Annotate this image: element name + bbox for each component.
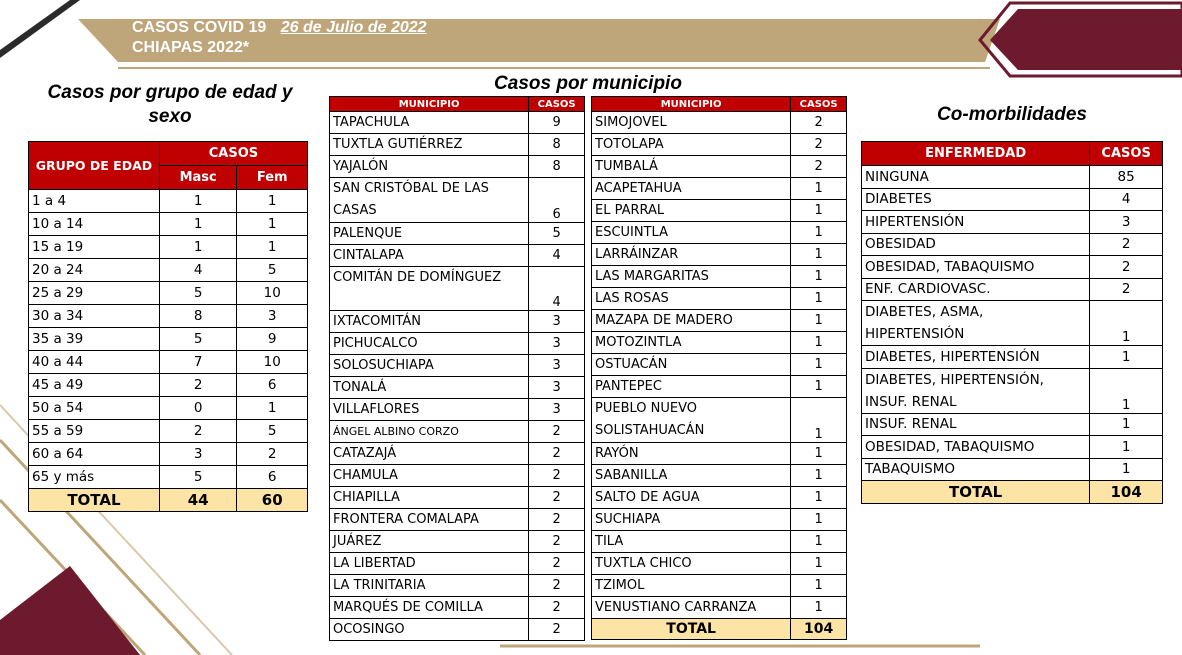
- municipio-name-cell: PANTEPEC: [592, 376, 791, 398]
- age-row: [29, 236, 308, 259]
- municipio-cases-cell: 1: [791, 398, 847, 443]
- municipio-cases-cell: 2: [529, 487, 585, 509]
- morbidity-total-row: [862, 481, 1163, 504]
- morbidity-table: [861, 141, 1163, 504]
- morbidity-cases-cell: 1: [1090, 301, 1163, 346]
- masc-cell: 8: [159, 305, 237, 328]
- muni2-col-casos: CASOS: [791, 97, 847, 112]
- age-row: [29, 190, 308, 213]
- municipio-row: [330, 531, 585, 553]
- fem-cell: 1: [237, 213, 308, 236]
- header: [132, 18, 427, 58]
- municipio-cases-cell: 2: [529, 531, 585, 553]
- municipio-name-cell: COMITÁN DE DOMÍNGUEZ: [330, 267, 529, 311]
- corner-triangle: [0, 566, 140, 655]
- municipio-row: [330, 178, 585, 223]
- morbidity-cases-cell: 1: [1090, 458, 1163, 481]
- morbidity-row: [862, 458, 1163, 481]
- municipio-row: [592, 575, 847, 597]
- municipio-table-1: [329, 96, 585, 641]
- age-group-cell: 65 y más: [29, 466, 160, 489]
- municipio-row: [592, 288, 847, 310]
- municipio-name-cell: JUÁREZ: [330, 531, 529, 553]
- municipio-row: [592, 112, 847, 134]
- municipio-name-cell: TUXTLA CHICO: [592, 553, 791, 575]
- municipio-name-cell: SAN CRISTÓBAL DE LAS CASAS: [330, 178, 529, 223]
- municipio-name-cell: SALTO DE AGUA: [592, 487, 791, 509]
- municipio-row: [330, 355, 585, 377]
- header-date: 26 de Julio de 2022: [280, 19, 427, 36]
- enfermedad-cell: OBESIDAD: [862, 233, 1090, 256]
- municipio-cases-cell: 2: [529, 421, 585, 443]
- municipio-name-cell: TUXTLA GUTIÉRREZ: [330, 134, 529, 156]
- municipio-cases-cell: 2: [529, 509, 585, 531]
- morbidity-total-value: 104: [1090, 481, 1163, 504]
- fem-cell: 1: [237, 190, 308, 213]
- municipio-cases-cell: 2: [529, 553, 585, 575]
- masc-cell: 5: [159, 328, 237, 351]
- municipio-cases-cell: 8: [529, 134, 585, 156]
- municipio-name-cell: TAPACHULA: [330, 112, 529, 134]
- municipio-section-title: Casos por municipio: [494, 73, 682, 94]
- municipio-row: [592, 134, 847, 156]
- age-group-cell: 1 a 4: [29, 190, 160, 213]
- municipio-name-cell: SUCHIAPA: [592, 509, 791, 531]
- age-group-cell: 25 a 29: [29, 282, 160, 305]
- age-group-cell: 10 a 14: [29, 213, 160, 236]
- municipio-cases-cell: 1: [791, 178, 847, 200]
- municipio-row: [330, 465, 585, 487]
- municipio-name-cell: TONALÁ: [330, 377, 529, 399]
- age-row: [29, 282, 308, 305]
- morbidity-row: [862, 211, 1163, 234]
- municipio-name-cell: EL PARRAL: [592, 200, 791, 222]
- municipio-cases-cell: 2: [529, 619, 585, 641]
- municipio-row: [592, 465, 847, 487]
- municipio-row: [592, 553, 847, 575]
- municipio-table-2-body: [592, 112, 847, 619]
- age-col-cases: CASOS: [159, 142, 307, 166]
- municipio-name-cell: RAYÓN: [592, 443, 791, 465]
- morbidity-cases-cell: 3: [1090, 211, 1163, 234]
- age-row: [29, 420, 308, 443]
- morbidity-section-title: Co-morbilidades: [937, 104, 1087, 125]
- municipio-cases-cell: 6: [529, 178, 585, 223]
- masc-cell: 1: [159, 213, 237, 236]
- age-group-cell: 20 a 24: [29, 259, 160, 282]
- municipio-name-cell: ÁNGEL ALBINO CORZO: [330, 421, 529, 443]
- municipio-name-cell: PALENQUE: [330, 223, 529, 245]
- age-total-row: [29, 489, 308, 512]
- age-group-cell: 35 a 39: [29, 328, 160, 351]
- morbidity-cases-cell: 4: [1090, 188, 1163, 211]
- municipio-cases-cell: 1: [791, 465, 847, 487]
- municipio-name-cell: SABANILLA: [592, 465, 791, 487]
- age-row: [29, 328, 308, 351]
- municipio-name-cell: CATAZAJÁ: [330, 443, 529, 465]
- municipio-row: [592, 178, 847, 200]
- municipio-name-cell: OSTUACÁN: [592, 354, 791, 376]
- enfermedad-cell: HIPERTENSIÓN: [862, 211, 1090, 234]
- municipio-name-cell: CHIAPILLA: [330, 487, 529, 509]
- municipio-row: [330, 267, 585, 311]
- municipio-cases-cell: 3: [529, 377, 585, 399]
- municipio-row: [330, 311, 585, 333]
- municipio-row: [330, 156, 585, 178]
- masc-cell: 2: [159, 374, 237, 397]
- municipio-cases-cell: 4: [529, 245, 585, 267]
- municipio-row: [330, 223, 585, 245]
- municipio-row: [592, 266, 847, 288]
- municipio-cases-cell: 1: [791, 200, 847, 222]
- municipio-name-cell: LA LIBERTAD: [330, 553, 529, 575]
- age-row: [29, 305, 308, 328]
- masc-cell: 5: [159, 282, 237, 305]
- municipio-cases-cell: 1: [791, 222, 847, 244]
- municipio-row: [330, 553, 585, 575]
- municipio-row: [330, 377, 585, 399]
- corner-stripe-white: [0, 0, 70, 50]
- municipio-name-cell: PUEBLO NUEVO SOLISTAHUACÁN: [592, 398, 791, 443]
- municipio-cases-cell: 3: [529, 333, 585, 355]
- fem-cell: 5: [237, 420, 308, 443]
- municipio-name-cell: MOTOZINTLA: [592, 332, 791, 354]
- enfermedad-cell: OBESIDAD, TABAQUISMO: [862, 436, 1090, 459]
- municipio-table-2: [591, 96, 847, 640]
- masc-cell: 2: [159, 420, 237, 443]
- municipio-row: [592, 200, 847, 222]
- municipio-row: [330, 134, 585, 156]
- enfermedad-cell: DIABETES: [862, 188, 1090, 211]
- morbidity-cases-cell: 2: [1090, 233, 1163, 256]
- municipio-row: [592, 531, 847, 553]
- municipio-cases-cell: 1: [791, 244, 847, 266]
- morbidity-row: [862, 413, 1163, 436]
- municipio-cases-cell: 1: [791, 332, 847, 354]
- municipio-cases-cell: 5: [529, 223, 585, 245]
- age-col-fem: Fem: [237, 166, 308, 190]
- fem-cell: 2: [237, 443, 308, 466]
- age-total-masc: 44: [159, 489, 237, 512]
- municipio-cases-cell: 1: [791, 553, 847, 575]
- municipio-row: [330, 509, 585, 531]
- age-total-label: TOTAL: [29, 489, 160, 512]
- age-title-line1: Casos por grupo de edad y: [47, 82, 293, 103]
- municipio-row: [592, 398, 847, 443]
- municipio-row: [330, 487, 585, 509]
- morb-col-casos: CASOS: [1090, 142, 1163, 166]
- morbidity-table-body: [862, 166, 1163, 481]
- municipio-name-cell: YAJALÓN: [330, 156, 529, 178]
- age-row: [29, 374, 308, 397]
- municipio-name-cell: OCOSINGO: [330, 619, 529, 641]
- municipio-name-cell: LARRÁINZAR: [592, 244, 791, 266]
- morb-col-enfermedad: ENFERMEDAD: [862, 142, 1090, 166]
- enfermedad-cell: DIABETES, HIPERTENSIÓN, INSUF. RENAL: [862, 368, 1090, 413]
- age-row: [29, 351, 308, 374]
- fem-cell: 6: [237, 374, 308, 397]
- morbidity-cases-cell: 1: [1090, 368, 1163, 413]
- municipio-row: [592, 487, 847, 509]
- fem-cell: 9: [237, 328, 308, 351]
- morbidity-row: [862, 278, 1163, 301]
- municipio-cases-cell: 1: [791, 509, 847, 531]
- municipio-row: [592, 332, 847, 354]
- municipio-row: [330, 421, 585, 443]
- age-group-cell: 30 a 34: [29, 305, 160, 328]
- municipio-name-cell: MARQUÉS DE COMILLA: [330, 597, 529, 619]
- enfermedad-cell: NINGUNA: [862, 166, 1090, 189]
- enfermedad-cell: DIABETES, ASMA, HIPERTENSIÓN: [862, 301, 1090, 346]
- enfermedad-cell: OBESIDAD, TABAQUISMO: [862, 256, 1090, 279]
- enfermedad-cell: ENF. CARDIOVASC.: [862, 278, 1090, 301]
- municipio-cases-cell: 8: [529, 156, 585, 178]
- masc-cell: 4: [159, 259, 237, 282]
- municipio-row: [330, 333, 585, 355]
- age-group-cell: 45 a 49: [29, 374, 160, 397]
- muni2-col-municipio: MUNICIPIO: [592, 97, 791, 112]
- municipio-row: [592, 376, 847, 398]
- municipio-cases-cell: 1: [791, 310, 847, 332]
- municipio-row: [330, 112, 585, 134]
- municipio-name-cell: TUMBALÁ: [592, 156, 791, 178]
- age-row: [29, 259, 308, 282]
- morbidity-cases-cell: 1: [1090, 413, 1163, 436]
- municipio-row: [592, 509, 847, 531]
- municipio-cases-cell: 1: [791, 487, 847, 509]
- municipio-name-cell: LAS ROSAS: [592, 288, 791, 310]
- morbidity-cases-cell: 2: [1090, 256, 1163, 279]
- municipio-row: [330, 575, 585, 597]
- municipio-cases-cell: 2: [529, 443, 585, 465]
- municipio-row: [330, 619, 585, 641]
- municipio-total-row: [592, 619, 847, 640]
- municipio-row: [592, 222, 847, 244]
- municipio-cases-cell: 1: [791, 443, 847, 465]
- fem-cell: 10: [237, 282, 308, 305]
- municipio-name-cell: ACAPETAHUA: [592, 178, 791, 200]
- enfermedad-cell: TABAQUISMO: [862, 458, 1090, 481]
- municipio-row: [592, 244, 847, 266]
- header-subtitle: CHIAPAS 2022*: [132, 39, 250, 56]
- municipio-name-cell: FRONTERA COMALAPA: [330, 509, 529, 531]
- masc-cell: 0: [159, 397, 237, 420]
- morbidity-cases-cell: 85: [1090, 166, 1163, 189]
- morbidity-row: [862, 233, 1163, 256]
- enfermedad-cell: DIABETES, HIPERTENSIÓN: [862, 346, 1090, 369]
- municipio-cases-cell: 3: [529, 311, 585, 333]
- age-col-masc: Masc: [159, 166, 237, 190]
- morbidity-row: [862, 256, 1163, 279]
- age-row: [29, 397, 308, 420]
- muni1-col-municipio: MUNICIPIO: [330, 97, 529, 112]
- municipio-name-cell: SOLOSUCHIAPA: [330, 355, 529, 377]
- municipio-name-cell: VENUSTIANO CARRANZA: [592, 597, 791, 619]
- masc-cell: 3: [159, 443, 237, 466]
- morbidity-cases-cell: 1: [1090, 346, 1163, 369]
- municipio-cases-cell: 2: [791, 112, 847, 134]
- municipio-name-cell: SIMOJOVEL: [592, 112, 791, 134]
- municipio-name-cell: CHAMULA: [330, 465, 529, 487]
- municipio-cases-cell: 1: [791, 597, 847, 619]
- masc-cell: 1: [159, 236, 237, 259]
- municipio-name-cell: IXTACOMITÁN: [330, 311, 529, 333]
- fem-cell: 1: [237, 236, 308, 259]
- municipio-name-cell: LA TRINITARIA: [330, 575, 529, 597]
- municipio-name-cell: LAS MARGARITAS: [592, 266, 791, 288]
- fem-cell: 5: [237, 259, 308, 282]
- municipio-row: [592, 310, 847, 332]
- municipio-cases-cell: 3: [529, 399, 585, 421]
- municipio-name-cell: TZIMOL: [592, 575, 791, 597]
- age-row: [29, 466, 308, 489]
- age-group-cell: 55 a 59: [29, 420, 160, 443]
- municipio-cases-cell: 1: [791, 531, 847, 553]
- enfermedad-cell: INSUF. RENAL: [862, 413, 1090, 436]
- morbidity-row: [862, 436, 1163, 459]
- age-col-group: GRUPO DE EDAD: [29, 142, 160, 190]
- municipio-name-cell: MAZAPA DE MADERO: [592, 310, 791, 332]
- municipio-row: [592, 597, 847, 619]
- age-total-fem: 60: [237, 489, 308, 512]
- municipio-cases-cell: 1: [791, 266, 847, 288]
- municipio-cases-cell: 1: [791, 575, 847, 597]
- header-badge: [990, 9, 1182, 70]
- age-group-cell: 40 a 44: [29, 351, 160, 374]
- municipio-cases-cell: 2: [529, 465, 585, 487]
- municipio-row: [592, 156, 847, 178]
- age-group-cell: 50 a 54: [29, 397, 160, 420]
- municipio-cases-cell: 1: [791, 288, 847, 310]
- municipio-name-cell: TILA: [592, 531, 791, 553]
- municipio-cases-cell: 4: [529, 267, 585, 311]
- masc-cell: 7: [159, 351, 237, 374]
- age-row: [29, 213, 308, 236]
- municipio-cases-cell: 1: [791, 354, 847, 376]
- municipio-table-1-body: [330, 112, 585, 641]
- municipio-total-label: TOTAL: [592, 619, 791, 640]
- municipio-name-cell: CINTALAPA: [330, 245, 529, 267]
- municipio-total-value: 104: [791, 619, 847, 640]
- morbidity-cases-cell: 1: [1090, 436, 1163, 459]
- masc-cell: 5: [159, 466, 237, 489]
- age-group-cell: 60 a 64: [29, 443, 160, 466]
- municipio-row: [330, 245, 585, 267]
- muni1-col-casos: CASOS: [529, 97, 585, 112]
- municipio-name-cell: ESCUINTLA: [592, 222, 791, 244]
- age-table-body: [29, 190, 308, 489]
- municipio-name-cell: VILLAFLORES: [330, 399, 529, 421]
- municipio-name-cell: TOTOLAPA: [592, 134, 791, 156]
- municipio-cases-cell: 2: [529, 597, 585, 619]
- age-group-cell: 15 a 19: [29, 236, 160, 259]
- age-table: [28, 141, 308, 512]
- masc-cell: 1: [159, 190, 237, 213]
- age-section-title: [28, 81, 312, 129]
- municipio-row: [330, 443, 585, 465]
- morbidity-row: [862, 301, 1163, 346]
- morbidity-row: [862, 188, 1163, 211]
- municipio-cases-cell: 9: [529, 112, 585, 134]
- municipio-cases-cell: 2: [791, 134, 847, 156]
- fem-cell: 3: [237, 305, 308, 328]
- municipio-cases-cell: 2: [529, 575, 585, 597]
- morbidity-row: [862, 368, 1163, 413]
- fem-cell: 6: [237, 466, 308, 489]
- morbidity-cases-cell: 2: [1090, 278, 1163, 301]
- municipio-cases-cell: 1: [791, 376, 847, 398]
- municipio-cases-cell: 2: [791, 156, 847, 178]
- fem-cell: 10: [237, 351, 308, 374]
- fem-cell: 1: [237, 397, 308, 420]
- morbidity-row: [862, 166, 1163, 189]
- morbidity-total-label: TOTAL: [862, 481, 1090, 504]
- municipio-row: [330, 597, 585, 619]
- morbidity-row: [862, 346, 1163, 369]
- age-row: [29, 443, 308, 466]
- municipio-row: [592, 354, 847, 376]
- municipio-row: [592, 443, 847, 465]
- municipio-name-cell: PICHUCALCO: [330, 333, 529, 355]
- age-title-line2: sexo: [148, 106, 192, 127]
- municipio-row: [330, 399, 585, 421]
- header-title: CASOS COVID 19: [132, 19, 267, 36]
- municipio-cases-cell: 3: [529, 355, 585, 377]
